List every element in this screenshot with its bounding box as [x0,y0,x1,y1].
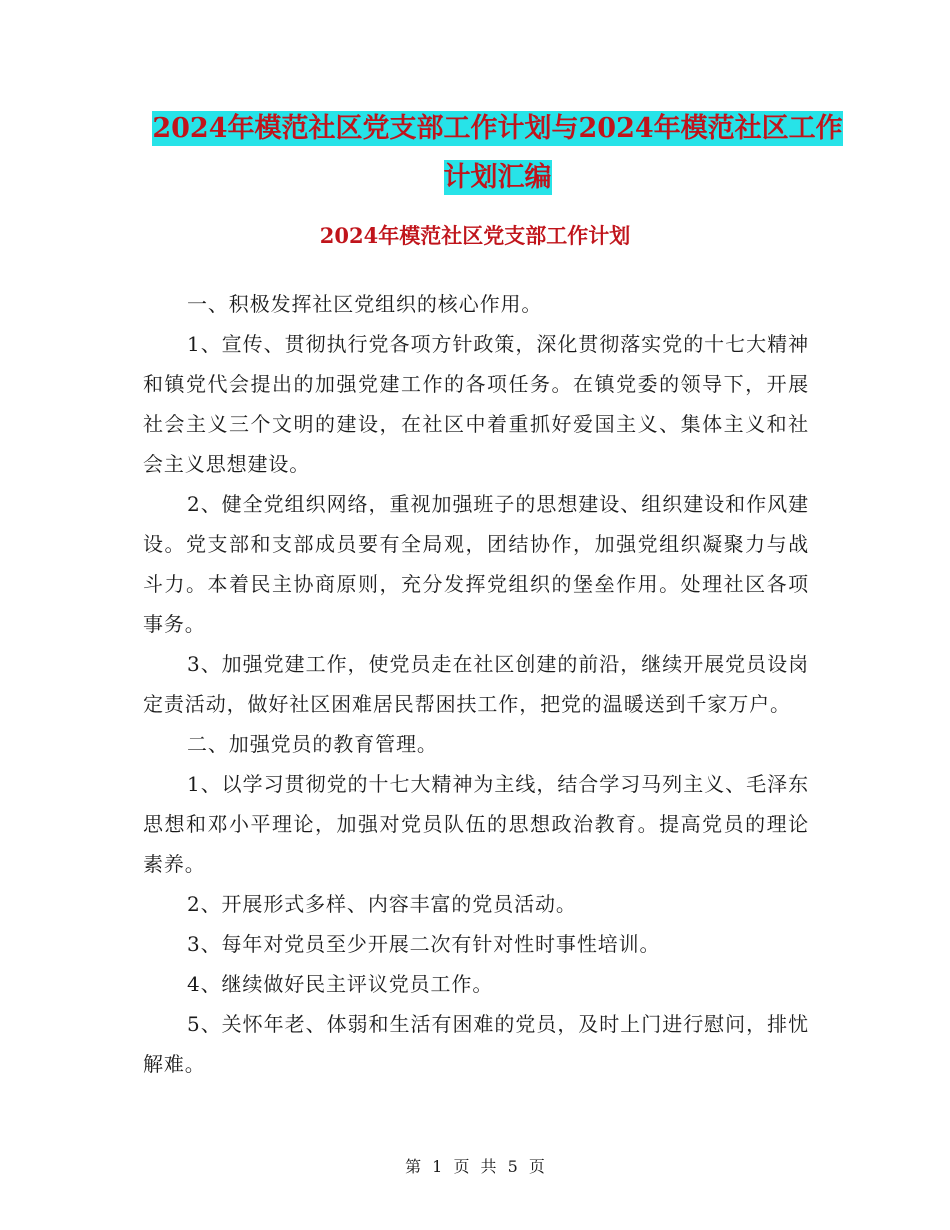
paragraph: 5、关怀年老、体弱和生活有困难的党员，及时上门进行慰问，排忧解难。 [143,1012,809,1076]
paragraph: 一、积极发挥社区党组织的核心作用。 [187,292,543,316]
main-title-highlight: 2024年模范社区党支部工作计划与2024年模范社区工作计划汇编 [152,113,843,193]
paragraph: 2、健全党组织网络，重视加强班子的思想建设、组织建设和作风建设。党支部和支部成员要有全局观，团结协作，加强党组织凝聚力与战斗力。本着民主协商原则，充分发挥党组织的堡垒作用。处理社区各项事务。 [143,492,809,636]
paragraph: 1、以学习贯彻党的十七大精神为主线，结合学习马列主义、毛泽东思想和邓小平理论，加强对党员队伍的思想政治教育。提高党员的理论素养。 [143,772,809,876]
paragraph: 二、加强党员的教育管理。 [187,732,438,756]
paragraph: 4、继续做好民主评议党员工作。 [187,972,494,996]
page-number-footer: 第 1 页 共 5 页 [405,1157,545,1176]
paragraph: 1、宣传、贯彻执行党各项方针政策，深化贯彻落实党的十七大精神和镇党代会提出的加强党建工作的各项任务。在镇党委的领导下，开展社会主义三个文明的建设，在社区中着重抓好爱国主义、集体主义和社会主义思想建设。 [143,332,809,476]
paragraph: 3、每年对党员至少开展二次有针对性时事性培训。 [187,932,661,956]
section-title: 2024年模范社区党支部工作计划 [319,223,631,248]
document-body [143,284,809,1084]
main-title [140,104,855,202]
paragraph: 2、开展形式多样、内容丰富的党员活动。 [187,892,577,916]
paragraph: 3、加强党建工作，使党员走在社区创建的前沿，继续开展党员设岗定责活动，做好社区困难居民帮困扶工作，把党的温暖送到千家万户。 [143,652,809,716]
